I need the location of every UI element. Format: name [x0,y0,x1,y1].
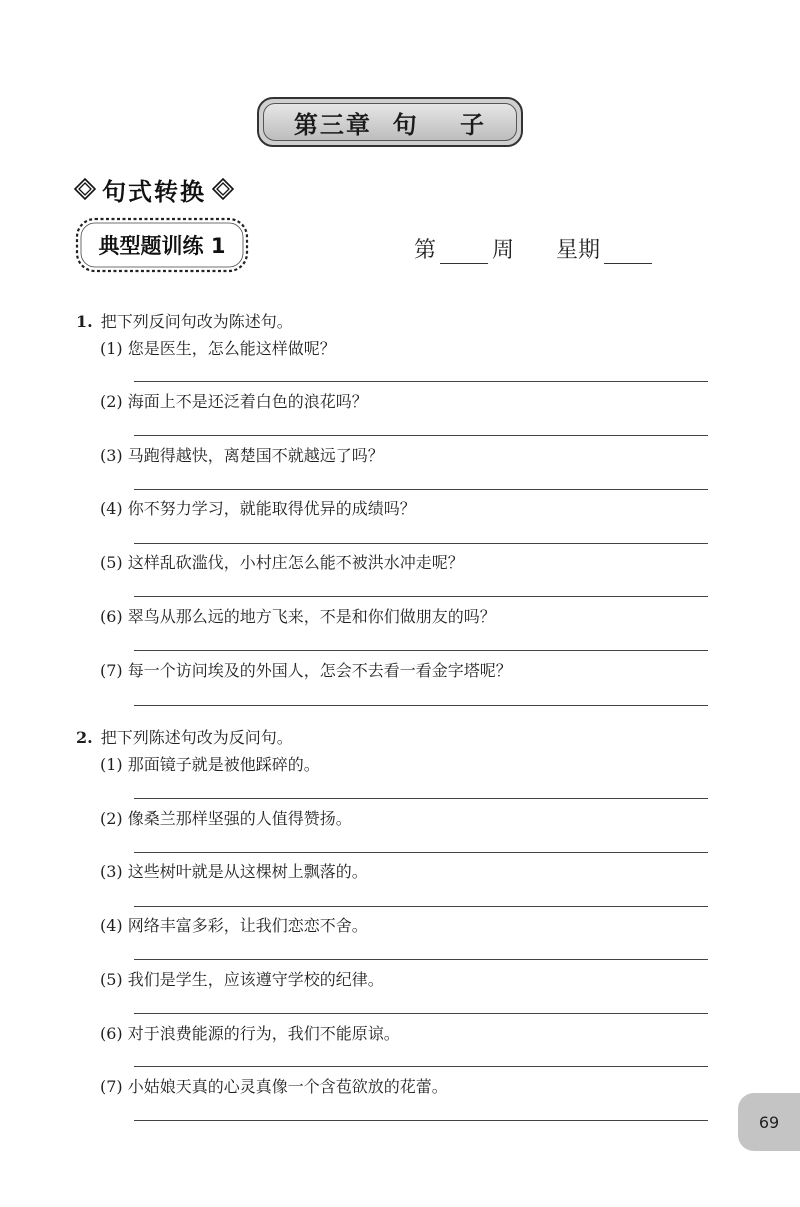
question-2-item-5: (5) 我们是学生，应该遵守学校的纪律。 [100,970,384,989]
section-title: 句式转换 [102,177,206,206]
question-number: 1. [76,312,93,331]
page-number: 69 [758,1112,780,1132]
question-1-stem [76,309,293,332]
question-2-item-2: (2) 像桑兰那样坚强的人值得赞扬。 [100,809,352,828]
answer-line[interactable] [134,959,708,960]
answer-line[interactable] [134,596,708,597]
practice-title: 典型题训练 1 [98,234,226,258]
answer-line[interactable] [134,435,708,436]
answer-line[interactable] [134,798,708,799]
week-prefix: 第 [414,238,437,263]
question-prompt: 把下列反问句改为陈述句。 [100,312,293,331]
page-tab [738,1093,800,1151]
week-suffix: 周 [492,238,515,263]
question-1-item-7: (7) 每一个访问埃及的外国人，怎会不去看一看金字塔呢？ [100,661,512,680]
diamond-left-icon [74,178,96,200]
answer-line[interactable] [134,650,708,651]
question-1-item-5: (5) 这样乱砍滥伐，小村庄怎么能不被洪水冲走呢？ [100,553,464,572]
answer-line[interactable] [134,852,708,853]
answer-line[interactable] [134,1013,708,1014]
question-number: 2. [76,728,93,747]
weekday-label: 星期 [556,238,601,263]
question-1-item-6: (6) 翠鸟从那么远的地方飞来，不是和你们做朋友的吗？ [100,607,496,626]
section-heading [74,172,234,206]
weekday-blank[interactable] [604,237,652,264]
answer-line[interactable] [134,543,708,544]
answer-line[interactable] [134,1066,708,1067]
question-2-item-4: (4) 网络丰富多彩，让我们恋恋不舍。 [100,916,368,935]
question-1-item-4: (4) 你不努力学习，就能取得优异的成绩吗？ [100,499,416,518]
question-2-item-7: (7) 小姑娘天真的心灵真像一个含苞欲放的花蕾。 [100,1077,448,1096]
question-2-item-3: (3) 这些树叶就是从这棵树上飘落的。 [100,862,368,881]
question-2-item-1: (1) 那面镜子就是被他踩碎的。 [100,755,320,774]
chapter-banner [257,97,523,147]
diamond-right-icon [212,178,234,200]
chapter-banner-inner [263,103,517,141]
week-day-line [414,230,652,264]
practice-badge [74,216,250,274]
answer-line[interactable] [134,906,708,907]
question-1-item-1: (1) 您是医生，怎么能这样做呢？ [100,339,336,358]
week-blank[interactable] [440,237,488,264]
question-2-stem [76,725,293,748]
answer-line[interactable] [134,489,708,490]
answer-line[interactable] [134,381,708,382]
answer-line[interactable] [134,705,708,706]
question-prompt: 把下列陈述句改为反问句。 [100,728,293,747]
chapter-title: 第三章 句 子 [293,110,487,139]
question-1-item-2: (2) 海面上不是还泛着白色的浪花吗？ [100,392,368,411]
question-2-item-6: (6) 对于浪费能源的行为，我们不能原谅。 [100,1024,400,1043]
question-1-item-3: (3) 马跑得越快，离楚国不就越远了吗？ [100,446,384,465]
answer-line[interactable] [134,1120,708,1121]
